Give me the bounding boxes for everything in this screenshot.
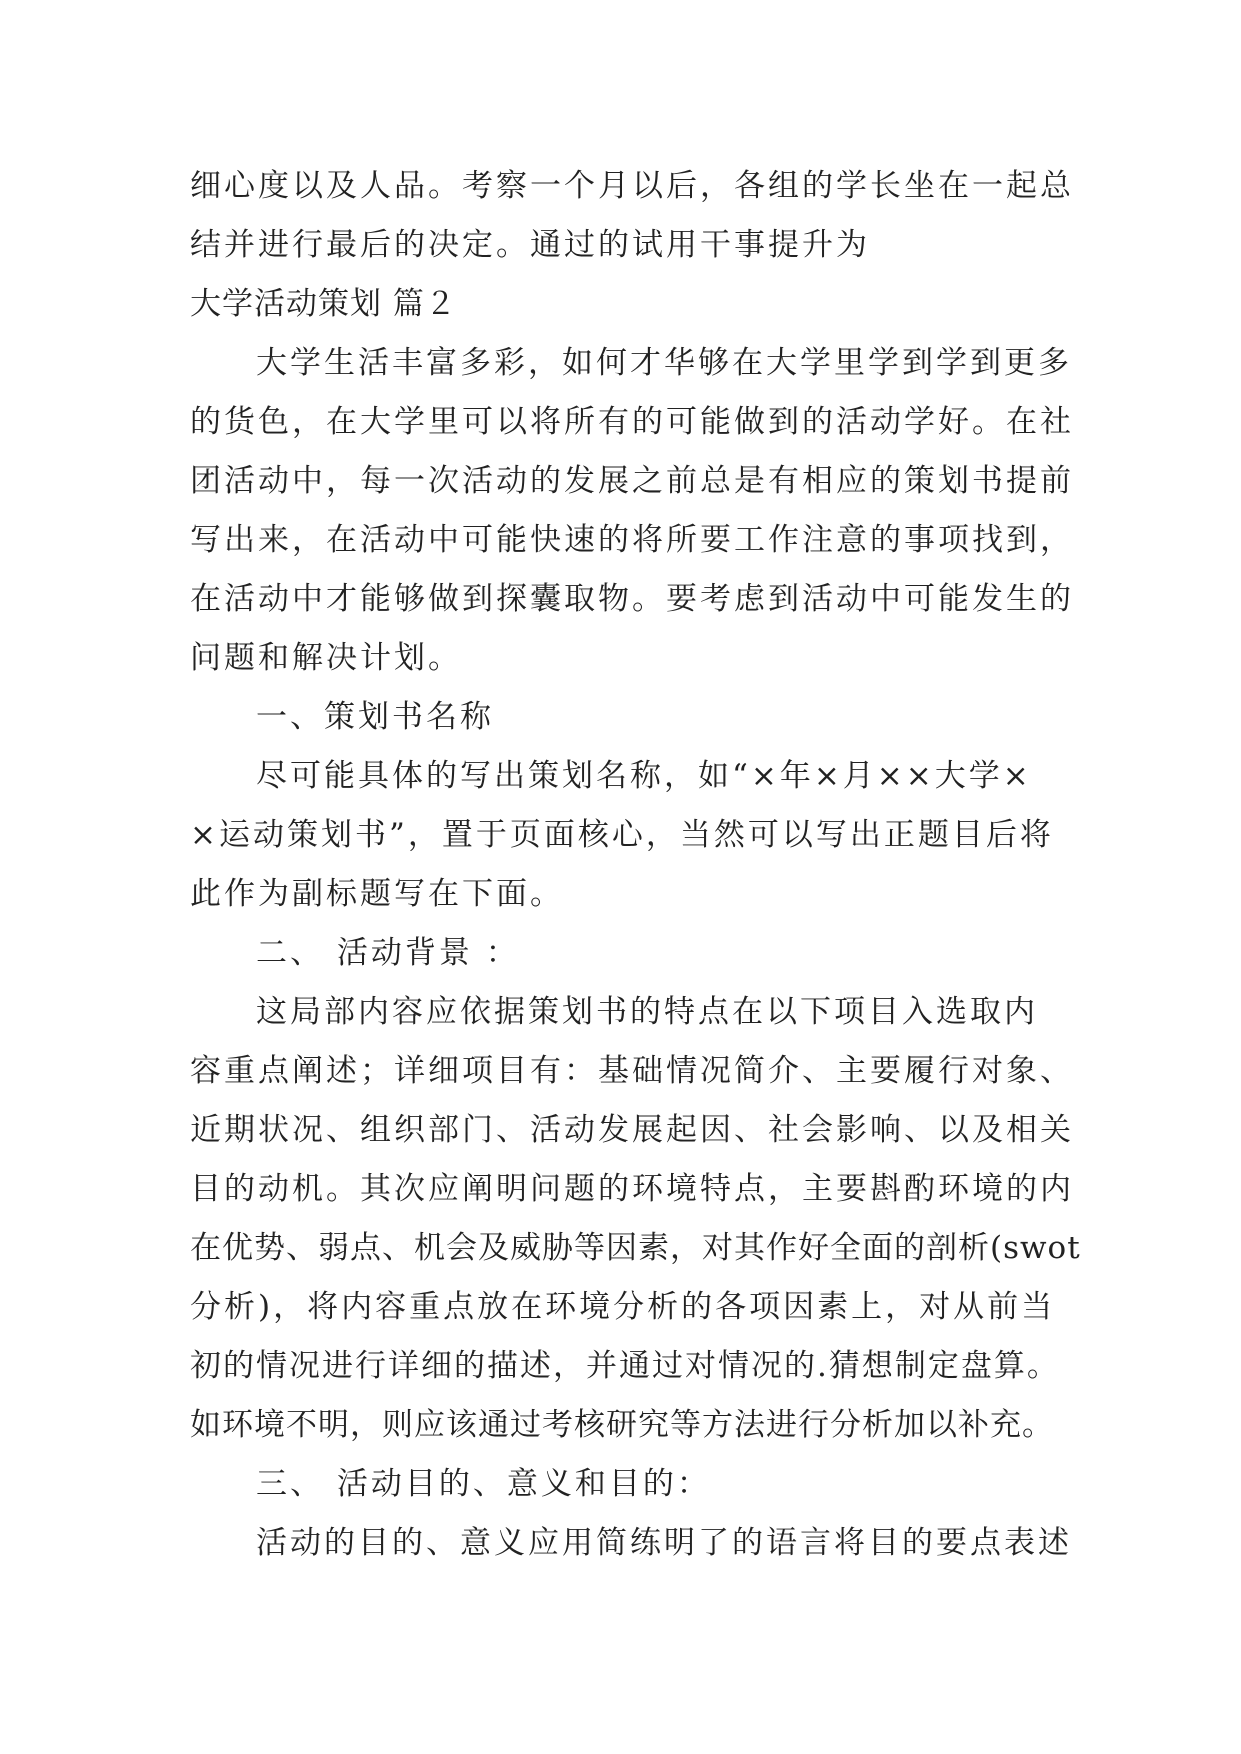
paragraph-line: 初的情况进行详细的描述，并通过对情况的.猜想制定盘算。 (190, 1348, 1060, 1384)
paragraph-line: 如环境不明，则应该通过考核研究等方法进行分析加以补充。 (190, 1407, 1054, 1443)
paragraph-line: 目的动机。其次应阐明问题的环境特点，主要斟酌环境的内 (190, 1171, 1074, 1207)
paragraph-line: 此作为副标题写在下面。 (190, 876, 564, 912)
document-body (190, 157, 1081, 1573)
paragraph-line: 容重点阐述；详细项目有：基础情况简介、主要履行对象、 (190, 1053, 1074, 1089)
paragraph-line: 近期状况、组织部门、活动发展起因、社会影响、以及相关 (190, 1112, 1074, 1148)
paragraph-line: ×运动策划书”，置于页面核心，当然可以写出正题目后将 (190, 817, 1054, 853)
paragraph-line: 活动的目的、意义应用简练明了的语言将目的要点表述 (256, 1525, 1072, 1561)
paragraph-line: 分析)，将内容重点放在环境分析的各项因素上，对从前当 (190, 1289, 1056, 1325)
paragraph-line: 结并进行最后的决定。通过的试用干事提升为 (190, 227, 870, 263)
subheading: 三、 活动目的、意义和目的： (256, 1466, 711, 1502)
paragraph-line: 细心度以及人品。考察一个月以后，各组的学长坐在一起总 (190, 168, 1074, 204)
paragraph-line: 问题和解决计划。 (190, 640, 462, 676)
paragraph-line: 尽可能具体的写出策划名称，如“×年×月××大学× (256, 758, 1032, 794)
paragraph-line: 写出来，在活动中可能快速的将所要工作注意的事项找到， (190, 522, 1074, 558)
paragraph-line: 在优势、弱点、机会及威胁等因素，对其作好全面的剖析(swot (190, 1230, 1081, 1266)
subheading: 一、策划书名称 (256, 699, 494, 735)
section-title: 大学活动策划 篇２ (190, 286, 457, 322)
paragraph-line: 团活动中，每一次活动的发展之前总是有相应的策划书提前 (190, 463, 1074, 499)
subheading: 二、 活动背景 ： (256, 935, 520, 971)
paragraph-line: 的货色，在大学里可以将所有的可能做到的活动学好。在社 (190, 404, 1074, 440)
paragraph-line: 在活动中才能够做到探囊取物。要考虑到活动中可能发生的 (190, 581, 1074, 617)
paragraph-line: 大学生活丰富多彩，如何才华够在大学里学到学到更多 (256, 345, 1072, 381)
paragraph-line: 这局部内容应依据策划书的特点在以下项目入选取内 (256, 994, 1038, 1030)
